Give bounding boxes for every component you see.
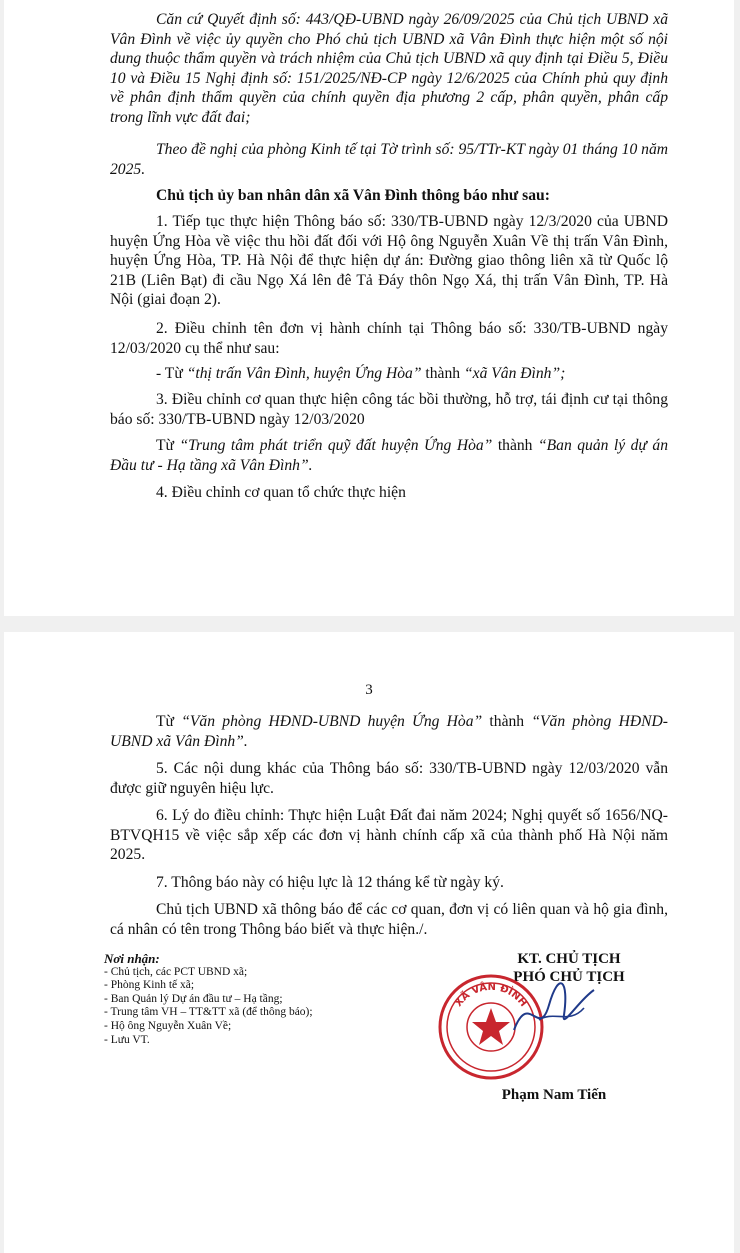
item-2-detail-from: - Từ <box>156 365 187 382</box>
item-3-detail-new-agency: “Ban quản lý dự án Đầu tư - Hạ tầng xã Vân Đình”. <box>110 437 668 474</box>
item-2-detail <box>110 364 668 384</box>
document-page-1 <box>4 0 734 616</box>
recipient-item: - Phòng Kinh tế xã; <box>104 979 195 992</box>
closing-statement-text: Chủ tịch UBND xã thông báo để các cơ quan, đơn vị có liên quan và hộ gia đình, cá nhân có tên trong Thông báo biết và thực hiện./. <box>110 901 668 938</box>
item-5-text: 5. Các nội dung khác của Thông báo số: 330/TB-UBND ngày 12/03/2020 vẫn được giữ nguyên hiệu lực. <box>110 760 668 797</box>
item-7 <box>110 873 668 893</box>
preamble-decision-text: Căn cứ Quyết định số: 443/QĐ-UBND ngày 26/09/2025 của Chủ tịch UBND xã Vân Đình về việc ủy quyền cho Phó chủ tịch UBND xã Vân Đình thực hiện một số nội dung thuộc thẩm quyền và trách nhiệm của Chủ tịch UBND xã quy định tại Điều 5, Điều 10 và Điều 15 Nghị định số: 151/2025/NĐ-CP ngày 12/6/2025 của Chính phủ quy định về phân định thẩm quyền của chính quyền địa phương 2 cấp, phân quyền, phân cấp trong lĩnh vực đất đai; <box>110 11 668 126</box>
item-3-text: 3. Điều chỉnh cơ quan thực hiện công tác bồi thường, hỗ trợ, tái định cư tại thông báo số: 330/TB-UBND ngày 12/03/2020 <box>110 391 668 428</box>
recipient-item: - Ban Quản lý Dự án đầu tư – Hạ tầng; <box>104 992 283 1005</box>
signature-icon <box>509 970 599 1050</box>
item-3-detail-old-agency: “Trung tâm phát triển quỹ đất huyện Ứng Hòa” <box>179 437 493 454</box>
item-4-detail-to: thành <box>482 713 532 730</box>
item-2 <box>110 319 668 358</box>
item-5 <box>110 759 668 798</box>
item-6 <box>110 806 668 865</box>
item-3-detail-to: thành <box>492 437 538 454</box>
seal-text: XÃ VÂN ĐÌNH <box>453 981 529 1010</box>
recipients-title: Nơi nhận: <box>104 951 160 966</box>
item-3 <box>110 390 668 429</box>
closing-statement <box>110 900 668 939</box>
item-4-detail-old-office: “Văn phòng HĐND-UBND huyện Ứng Hòa” <box>181 713 483 730</box>
page-number: 3 <box>365 682 373 698</box>
preamble-proposal-text: Theo đề nghị của phòng Kinh tế tại Tờ trình số: 95/TTr-KT ngày 01 tháng 10 năm 2025. <box>110 141 668 178</box>
recipient-item: - Chủ tịch, các PCT UBND xã; <box>104 965 248 978</box>
signer-title-line1: KT. CHỦ TỊCH <box>517 951 621 967</box>
item-1-text: 1. Tiếp tục thực hiện Thông báo số: 330/TB-UBND ngày 12/3/2020 của UBND huyện Ứng Hòa về việc thu hồi đất đối với Hộ ông Nguyễn Xuân Về thị trấn Vân Đình, huyện Ứng Hòa, TP. Hà Nội để thực hiện dự án: Đường giao thông liên xã từ Quốc lộ 21B (Liên Bạt) đi cầu Ngọ Xá lên đê Tả Đáy thôn Ngọ Xá, thị trấn Vân Đình, TP. Hà Nội (giai đoạn 2). <box>110 213 668 308</box>
document-page-2 <box>4 632 734 1253</box>
item-6-text: 6. Lý do điều chỉnh: Thực hiện Luật Đất đai năm 2024; Nghị quyết số 1656/NQ-BTVQH15 về việc sắp xếp các đơn vị hành chính cấp xã của thành phố Hà Nội năm 2025. <box>110 807 668 863</box>
preamble-proposal <box>110 140 668 179</box>
announcement-heading <box>110 186 668 206</box>
recipients-block <box>104 952 313 1047</box>
signer-name: Phạm Nam Tiến <box>501 1087 607 1103</box>
item-7-text: 7. Thông báo này có hiệu lực là 12 tháng kể từ ngày ký. <box>156 874 504 891</box>
item-2-text: 2. Điều chỉnh tên đơn vị hành chính tại Thông báo số: 330/TB-UBND ngày 12/03/2020 cụ thể như sau: <box>110 320 668 357</box>
item-4 <box>110 483 668 503</box>
item-3-detail-from: Từ <box>156 437 180 454</box>
recipient-item: - Trung tâm VH – TT&TT xã (để thông báo); <box>104 1006 313 1019</box>
item-4-detail-new-office: “Văn phòng HĐND-UBND xã Vân Đình”. <box>110 713 668 750</box>
recipient-item: - Lưu VT. <box>104 1033 150 1046</box>
item-1 <box>110 212 668 310</box>
recipient-item: - Hộ ông Nguyễn Xuân Về; <box>104 1019 232 1032</box>
item-2-detail-to: thành <box>421 365 464 382</box>
preamble-decision <box>110 10 668 127</box>
item-4-text: 4. Điều chỉnh cơ quan tổ chức thực hiện <box>156 484 406 501</box>
item-4-detail <box>110 712 668 751</box>
item-4-detail-from: Từ <box>156 713 182 730</box>
announcement-heading-text: Chủ tịch ủy ban nhân dân xã Vân Đình thông báo như sau: <box>156 187 550 204</box>
item-2-detail-old-name: “thị trấn Vân Đình, huyện Ứng Hòa” <box>186 365 422 382</box>
item-3-detail <box>110 436 668 475</box>
signer-title-line2: PHÓ CHỦ TỊCH <box>513 969 625 985</box>
item-2-detail-new-name: “xã Vân Đình”; <box>463 365 566 382</box>
